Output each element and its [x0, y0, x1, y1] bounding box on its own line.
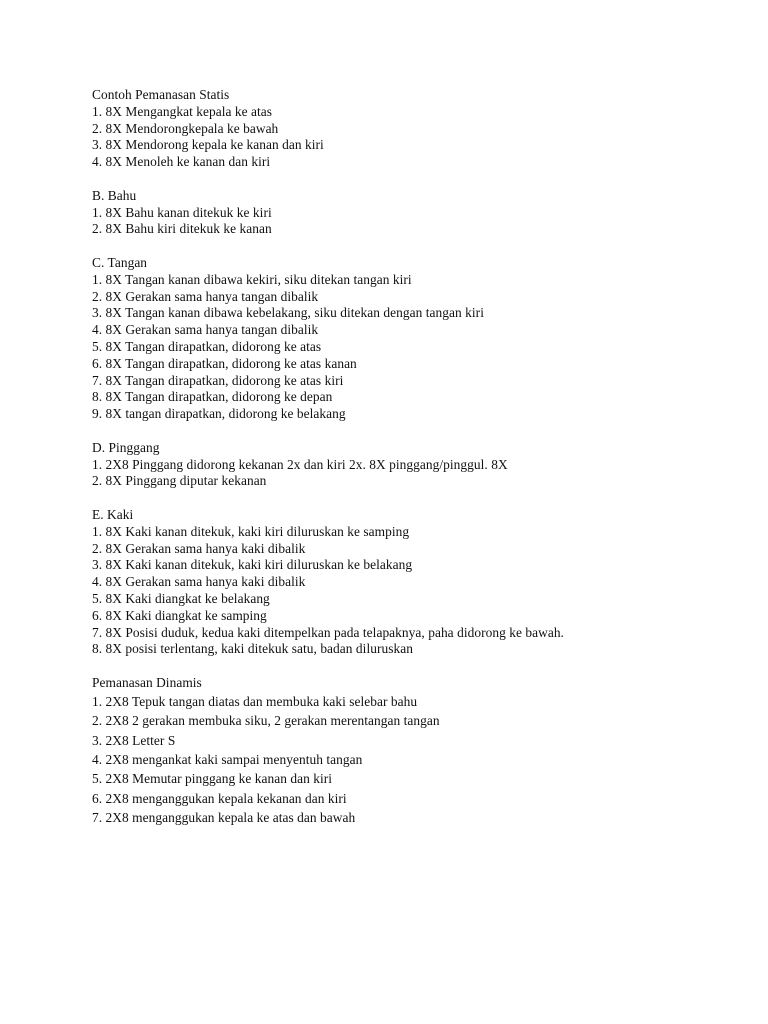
- list-item: 4. 8X Menoleh ke kanan dan kiri: [92, 154, 271, 170]
- section-tangan: [92, 255, 732, 423]
- list-item: 1. 8X Tangan kanan dibawa kekiri, siku ditekan tangan kiri: [92, 271, 412, 287]
- list-item: 1. 8X Kaki kanan ditekuk, kaki kiri diluruskan ke samping: [92, 523, 410, 539]
- spacer: [92, 423, 732, 440]
- spacer: [92, 658, 732, 675]
- list-item: 4. 8X Gerakan sama hanya kaki dibalik: [92, 574, 306, 590]
- list-item: 6. 2X8 menganggukan kepala kekanan dan kiri: [92, 790, 347, 806]
- spacer: [92, 171, 732, 188]
- list-item: 2. 8X Gerakan sama hanya tangan dibalik: [92, 288, 319, 304]
- section-kaki: [92, 507, 732, 658]
- list-item: 5. 2X8 Memutar pinggang ke kanan dan kiri: [92, 771, 333, 787]
- spacer: [92, 490, 732, 507]
- section-heading: Pemanasan Dinamis: [92, 674, 202, 690]
- list-item: 2. 8X Bahu kiri ditekuk ke kanan: [92, 221, 272, 237]
- list-item: 1. 8X Mengangkat kepala ke atas: [92, 103, 273, 119]
- section-heading: D. Pinggang: [92, 439, 160, 455]
- list-item: 1. 2X8 Tepuk tangan diatas dan membuka kaki selebar bahu: [92, 693, 418, 709]
- list-item: 3. 8X Kaki kanan ditekuk, kaki kiri diluruskan ke belakang: [92, 557, 413, 573]
- section-heading: C. Tangan: [92, 254, 148, 270]
- list-item: 2. 2X8 2 gerakan membuka siku, 2 gerakan merentangan tangan: [92, 713, 440, 729]
- list-item: 2. 8X Mendorongkepala ke bawah: [92, 120, 279, 136]
- list-item: 5. 8X Tangan dirapatkan, didorong ke atas: [92, 338, 322, 354]
- section-pinggang: [92, 440, 732, 490]
- spacer: [92, 238, 732, 255]
- list-item: 3. 8X Mendorong kepala ke kanan dan kiri: [92, 137, 324, 153]
- document-page: [92, 87, 732, 828]
- list-item: 8. 8X posisi terlentang, kaki ditekuk satu, badan diluruskan: [92, 641, 413, 657]
- list-item: 1. 2X8 Pinggang didorong kekanan 2x dan kiri 2x. 8X pinggang/pinggul. 8X: [92, 456, 508, 472]
- list-item: 6. 8X Tangan dirapatkan, didorong ke atas kanan: [92, 355, 357, 371]
- list-item: 4. 8X Gerakan sama hanya tangan dibalik: [92, 322, 319, 338]
- list-item: 9. 8X tangan dirapatkan, didorong ke belakang: [92, 406, 346, 422]
- section-static-warmup: [92, 87, 732, 171]
- list-item: 6. 8X Kaki diangkat ke samping: [92, 607, 267, 623]
- list-item: 2. 8X Gerakan sama hanya kaki dibalik: [92, 540, 306, 556]
- list-item: 8. 8X Tangan dirapatkan, didorong ke depan: [92, 389, 333, 405]
- section-bahu: [92, 188, 732, 238]
- section-heading: E. Kaki: [92, 506, 134, 522]
- section-heading: B. Bahu: [92, 187, 137, 203]
- section-heading: Contoh Pemanasan Statis: [92, 87, 230, 102]
- list-item: 7. 2X8 menganggukan kepala ke atas dan bawah: [92, 810, 356, 826]
- list-item: 7. 8X Tangan dirapatkan, didorong ke atas kiri: [92, 372, 344, 388]
- list-item: 7. 8X Posisi duduk, kedua kaki ditempelkan pada telapaknya, paha didorong ke bawah.: [92, 624, 564, 640]
- list-item: 1. 8X Bahu kanan ditekuk ke kiri: [92, 204, 272, 220]
- list-item: 3. 2X8 Letter S: [92, 732, 176, 748]
- list-item: 3. 8X Tangan kanan dibawa kebelakang, siku ditekan dengan tangan kiri: [92, 305, 484, 321]
- section-dynamic-warmup: [92, 675, 732, 828]
- list-item: 2. 8X Pinggang diputar kekanan: [92, 473, 267, 489]
- list-item: 5. 8X Kaki diangkat ke belakang: [92, 590, 270, 606]
- list-item: 4. 2X8 mengankat kaki sampai menyentuh tangan: [92, 751, 363, 767]
